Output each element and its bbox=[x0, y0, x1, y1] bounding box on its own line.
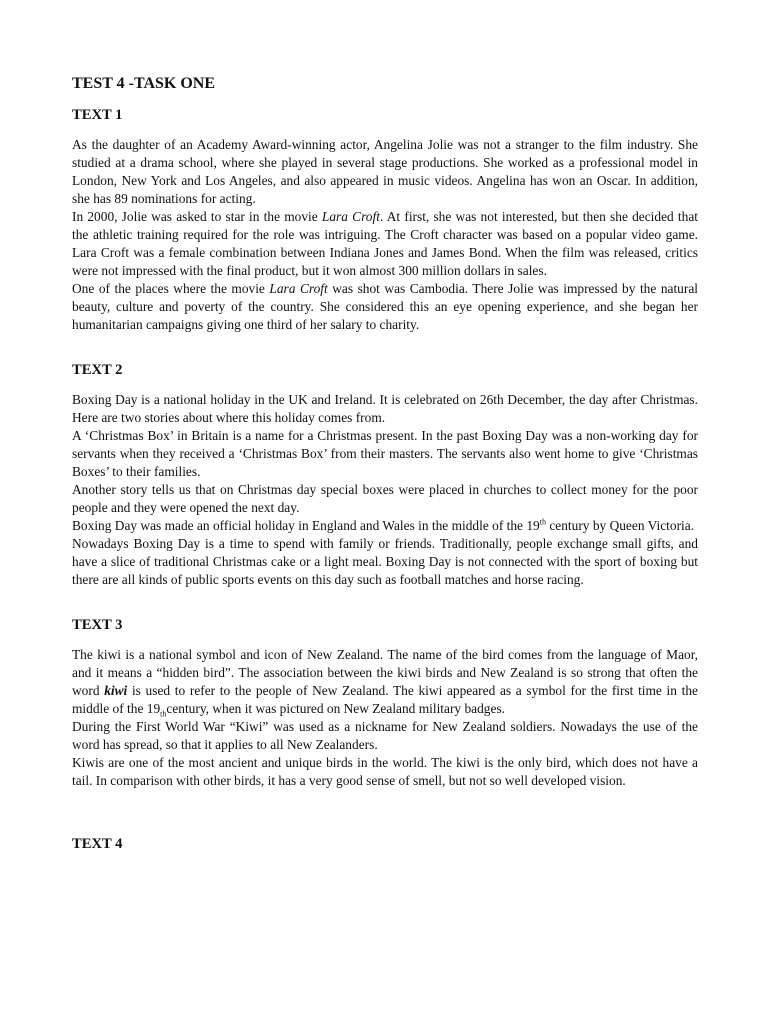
text1-paragraph-2 bbox=[72, 208, 698, 280]
text3-p1b-text: is used to refer to the people of New Zealand. The kiwi appeared as a symbol for the first time in the middle of the 19 bbox=[72, 683, 698, 716]
text3-paragraph-3: Kiwis are one of the most ancient and unique birds in the world. The kiwi is the only bird, which does not have a tail. In comparison with other birds, it has a very good sense of smell, but not so well developed vision. bbox=[72, 755, 698, 788]
ordinal-superscript: th bbox=[539, 517, 546, 527]
section-text-3 bbox=[72, 616, 698, 790]
text2-p4a-text: Boxing Day was made an official holiday in England and Wales in the middle of the 19 bbox=[72, 518, 540, 533]
section-heading-text-2: TEXT 2 bbox=[72, 362, 123, 378]
kiwi-bold-italic: kiwi bbox=[104, 683, 128, 698]
text2-paragraph-1: Boxing Day is a national holiday in the UK and Ireland. It is celebrated on 26th December, the day after Christmas. Here are two stories about where this holiday comes from. bbox=[72, 392, 698, 425]
text2-paragraph-5: Nowadays Boxing Day is a time to spend with family or friends. Traditionally, people exchange small gifts, and have a slice of traditional Christmas cake or a light meal. Boxing Day is not connected with the sport of boxing but there are all kinds of public sports events on this day such as football matches and horse racing. bbox=[72, 536, 698, 587]
text1-paragraph-1 bbox=[72, 136, 698, 208]
text2-paragraph-3: Another story tells us that on Christmas day special boxes were placed in churches to collect money for the poor people and they were opened the next day. bbox=[72, 482, 698, 515]
text3-p1c-text: century, when it was pictured on New Zealand military badges. bbox=[166, 701, 505, 716]
text2-p4b-text: century by Queen Victoria. bbox=[545, 518, 695, 533]
section-heading-text-1: TEXT 1 bbox=[72, 107, 123, 123]
text2-paragraph-2: A ‘Christmas Box’ in Britain is a name for a Christmas present. In the past Boxing Day was a non-working day for servants when they received a ‘Christmas Box’ from their masters. The servants also went home to give ‘Christmas Boxes’ to their families. bbox=[72, 428, 698, 479]
text3-p1a-text: The kiwi is a national symbol and icon of New Zealand. The name of the bird comes from the language of Maor, and it means a “hidden bird”. The association between the kiwi birds and New Zealand is so strong that often the word bbox=[72, 647, 698, 698]
text1-p1-text: As the daughter of an Academy Award-winning actor, Angelina Jolie was not a stranger to the film industry. She studied at a drama school, where she played in several stage productions. She worked as a professional model in London, New York and Los Angeles, and also appeared in music videos. Angelina has won an Oscar. In addition, she has 89 nominations for acting. bbox=[72, 137, 698, 206]
text1-p2a-text: In 2000, Jolie was asked to star in the movie bbox=[72, 209, 322, 224]
document-content bbox=[72, 74, 698, 880]
text3-paragraph-1 bbox=[72, 646, 698, 718]
section-text-2 bbox=[72, 361, 698, 589]
text3-paragraph-2: During the First World War “Kiwi” was used as a nickname for New Zealand soldiers. Nowadays the use of the word has spread, so that it applies to all New Zealanders. bbox=[72, 719, 698, 752]
section-heading-text-3: TEXT 3 bbox=[72, 617, 123, 633]
section-heading-text-4: TEXT 4 bbox=[72, 836, 123, 852]
document-title: TEST 4 -TASK ONE bbox=[72, 75, 216, 92]
text1-paragraph-3 bbox=[72, 280, 698, 334]
ordinal-subscript: th bbox=[160, 709, 167, 719]
movie-title-italic: Lara Croft bbox=[269, 281, 328, 296]
section-text-1 bbox=[72, 106, 698, 334]
movie-title-italic: Lara Croft bbox=[321, 209, 380, 224]
text2-paragraph-4 bbox=[72, 517, 698, 535]
text1-p2b-text: . At first, she was not interested, but then she decided that the athletic training required for the role was intriguing. The Croft character was based on a popular video game. Lara Croft was a female combination between Indiana Jones and James Bond. When the film was released, critics were not impressed with the final product, but it won almost 300 million dollars in sales. bbox=[72, 209, 699, 278]
text1-p3a-text: One of the places where the movie bbox=[72, 281, 270, 296]
section-text-4 bbox=[72, 835, 698, 853]
text1-p3b-text: was shot was Cambodia. There Jolie was impressed by the natural beauty, culture and poverty of the country. She considered this an eye opening experience, and she began her humanitarian campaigns giving one third of her salary to charity. bbox=[72, 281, 698, 332]
